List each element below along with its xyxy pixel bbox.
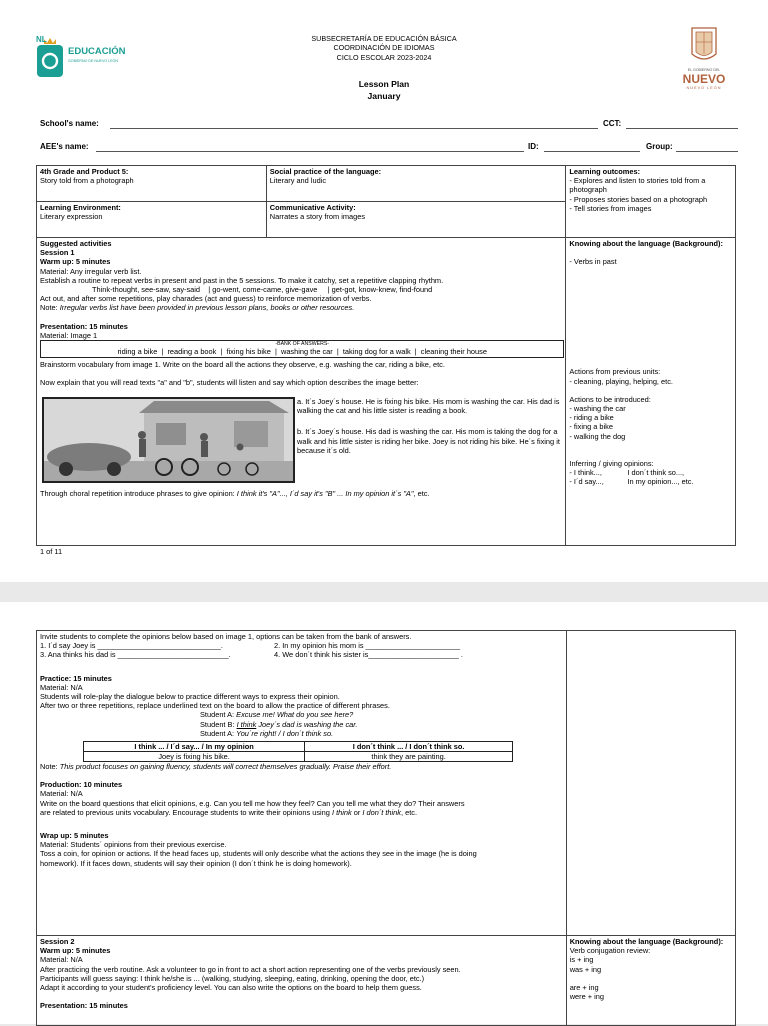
fluency-note-text: This product focuses on gaining fluency, students will correct themselves gradually. Praise their effort. (59, 762, 392, 772)
session-1-heading: Session 1 (40, 248, 75, 258)
learning-outcomes-cell (566, 166, 736, 238)
action-item-2: - riding a bike (569, 413, 614, 423)
dialogue-text-a1: Excuse me! What do you see here? (236, 710, 354, 720)
production-material: Material: N/A (40, 789, 83, 799)
empty-knowing-cell (566, 631, 735, 936)
wrapup-heading: Wrap up: 5 minutes (40, 831, 109, 841)
verbs-in-past: - Verbs in past (569, 257, 617, 267)
opinions-row-2 (569, 477, 732, 486)
opinion-i-dont-think: I don´t think so..., (627, 468, 685, 478)
dialogue-underlined: I think (236, 719, 257, 729)
nuevo-leon-logo (676, 24, 732, 92)
wrapup-line-1: Toss a coin, for opinion or actions. If the head faces up, students will only describe what the actions they see in the image (he is doing (40, 849, 477, 859)
opinion-i-think: - I think..., (569, 468, 602, 478)
grade-cell (37, 166, 267, 202)
conjugation-was-ing: was + ing (569, 964, 602, 974)
production-i-dont-think: I don´t think (362, 807, 401, 817)
image-1 (42, 397, 295, 483)
opinion-table-cell-2: think they are painting. (305, 752, 513, 762)
page-number: 1 of 11 (40, 547, 63, 556)
action-item-3: - fixing a bike (569, 422, 613, 432)
session-2-knowing-cell (566, 936, 735, 1026)
lesson-plan-title: Lesson Plan (358, 79, 410, 89)
outcome-3: - Tell stories from images (569, 203, 652, 213)
session-2-presentation-heading: Presentation: 15 minutes (40, 1001, 128, 1011)
bank-items: riding a bike | reading a book | fixing his bike | washing the car | taking dog for a walk | cleaning their house (117, 347, 487, 357)
questions-row-1 (40, 641, 563, 650)
brainstorm-line: Brainstorm vocabulary from image 1. Write on the board all the actions they observe, e.g. washing the car, riding a bike, etc. (40, 359, 445, 369)
practice-line-2: After two or three repetitions, replace underlined text on the board to allow the practice of different phrases. (40, 701, 390, 711)
production-line-2a: are related to previous units vocabulary. Encourage students to write their opinions using (40, 807, 332, 817)
question-2: 2. In my opinion his mom is _______________________ (274, 641, 461, 651)
dialogue-line-b (200, 720, 563, 729)
conjugation-are-ing: are + ing (569, 982, 599, 992)
warmup-note (40, 303, 562, 312)
social-practice-label: Social practice of the language: (269, 167, 382, 176)
suggested-activities-cell (37, 238, 566, 546)
practice-heading: Practice: 15 minutes (40, 673, 112, 683)
header-line-1: SUBSECRETARÍA DE EDUCACIÓN BÁSICA (311, 34, 457, 43)
warmup-heading: Warm up: 5 minutes (40, 257, 111, 267)
grade-label: 4th Grade and Product 5: (40, 167, 129, 176)
group-label: Group: (646, 142, 673, 151)
conjugation-were-ing: were + ing (569, 992, 604, 1002)
invite-line: Invite students to complete the opinions below based on image 1, options can be taken from the bank of answers. (40, 632, 412, 641)
outcome-1: - Explores and listen to stories told from a photograph (569, 176, 706, 195)
wrapup-material: Material: Students´ opinions from their previous exercise. (40, 840, 227, 850)
learning-environment-value: Literary expression (40, 212, 103, 222)
session-2-warmup-heading: Warm up: 5 minutes (40, 946, 111, 956)
fluency-note (40, 762, 563, 771)
warmup-line-2: Act out, and after some repetitions, play charades (act and guess) to reinforce memorization of verbs. (40, 294, 372, 304)
dialogue-speaker-b: Student B: (200, 719, 237, 729)
production-i-think: I think (331, 807, 352, 817)
learning-environment-cell (37, 202, 267, 238)
id-label: ID: (528, 142, 539, 151)
logo-nl: NL (36, 35, 47, 44)
warmup-note-text: Irregular verbs list have been provided in previous lesson plans, books or other resources. (59, 303, 355, 313)
school-name-line[interactable] (110, 128, 598, 129)
fluency-note-prefix: Note: (40, 762, 60, 772)
choral-suffix: , etc. (413, 488, 430, 498)
question-4: 4. We don´t think his sister is______________________ . (274, 650, 463, 660)
opinion-table-cell-1: Joey is fixing his bike. (84, 752, 305, 762)
session-2-heading: Session 2 (40, 937, 75, 946)
explain-line: Now explain that you will read texts "a" and "b", students will listen and say which option describes the image better: (40, 377, 419, 387)
questions-row-2 (40, 650, 563, 659)
production-line-2 (40, 808, 563, 817)
warmup-verb-list: Think-thought, see-saw, say-said | go-went, come-came, give-gave | get-got, know-knew, find-found (92, 285, 433, 295)
lesson-info-table (36, 165, 736, 546)
presentation-heading: Presentation: 15 minutes (40, 321, 128, 331)
aee-name-line[interactable] (96, 151, 524, 152)
presentation-material: Material: Image 1 (40, 330, 98, 340)
dialogue-text-a2: You´re right! / I don´t think so. (236, 728, 334, 738)
opinions-row-1 (569, 468, 732, 477)
choral-prefix: Through choral repetition introduce phrases to give opinion: (40, 488, 237, 498)
social-practice-cell (266, 166, 566, 202)
opinion-in-my-opinion: In my opinion..., etc. (627, 477, 694, 487)
option-texts (297, 397, 563, 455)
wrapup-line-2: homework). If it faces down, students will say their opinion (I don´t think he is doing homework). (40, 858, 352, 868)
opinion-id-say: - I´d say..., (569, 477, 604, 487)
aee-name-label: AEE's name: (40, 142, 89, 151)
dialogue-text-b: Joey´s dad is washing the car. (256, 719, 358, 729)
dialogue-speaker-a1: Student A: (200, 710, 237, 720)
question-1: 1. I´d say Joey is ______________________________. (40, 641, 223, 651)
conjugation-review-title: Verb conjugation review: (569, 946, 651, 956)
education-logo (34, 35, 144, 85)
session-2-line-2: Participants will guess saying: I think he/she is ... (walking, studying, sleeping, eating, drinking, opening the door, etc.) (40, 973, 425, 983)
logo-educacion: EDUCACIÓN (68, 46, 126, 57)
dialogue-speaker-a2: Student A: (200, 728, 237, 738)
session-2-line-1: After practicing the verb routine. Ask a volunteer to go in front to act a short action representing one of the verbs previously seen. (40, 964, 461, 974)
header-org-lines (200, 34, 568, 62)
previous-units-title: Actions from previous units: (569, 367, 661, 377)
practice-material: Material: N/A (40, 682, 83, 692)
gov-sub-text: NUEVO LEÓN (686, 86, 722, 90)
group-line[interactable] (676, 151, 738, 152)
knowing-language-cell (566, 238, 736, 546)
lesson-plan-month: January (367, 91, 401, 101)
suggested-activities-heading: Suggested activities (40, 239, 112, 248)
warmup-material: Material: Any irregular verb list. (40, 266, 142, 276)
gov-small-text: EL GOBIERNO DEL (687, 68, 721, 72)
header-line-3: CICLO ESCOLAR 2023-2024 (336, 52, 432, 62)
activities-table-continued (36, 630, 736, 1026)
grade-value: Story told from a photograph (40, 176, 134, 186)
production-heading: Production: 10 minutes (40, 780, 123, 790)
action-item-1: - washing the car (569, 404, 626, 414)
page-2 (0, 602, 768, 1024)
opinions-title: Inferring / giving opinions: (569, 458, 654, 468)
dialogue (40, 710, 563, 738)
cct-label: CCT: (603, 119, 622, 128)
action-item-4: - walking the dog (569, 431, 626, 441)
logo-tagline: GOBIERNO DE NUEVO LEÓN (68, 59, 118, 63)
bank-of-answers (40, 340, 564, 358)
communicative-activity-cell (266, 202, 566, 238)
school-name-label: School's name: (40, 119, 99, 128)
production-etc: , etc. (401, 807, 418, 817)
communicative-activity-label: Communicative Activity: (269, 203, 356, 212)
conjugation-is-ing: is + ing (569, 955, 594, 965)
practice-line-1: Students will role-play the dialogue below to practice different ways to express their opinion. (40, 692, 340, 702)
dialogue-line-a2 (200, 729, 563, 738)
production-line-1: Write on the board questions that elicit opinions, e.g. Can you tell me how they feel? Can you tell me what they do? Their answers (40, 798, 465, 808)
bank-title: -BANK OF ANSWERS- (275, 341, 330, 348)
learning-environment-label: Learning Environment: (40, 203, 121, 212)
knowing-language-heading: Knowing about the language (Background): (569, 239, 723, 248)
header-line-2: COORDINACIÓN DE IDIOMAS (333, 43, 435, 53)
session-2-knowing-heading: Knowing about the language (Background): (569, 937, 724, 946)
dialogue-line-a1 (200, 710, 563, 719)
production-or: or (351, 807, 363, 817)
lesson-title-block (284, 78, 484, 102)
choral-phrases: I think it's "A"..., I´d say it's "B" ... In my opinion it´s "A" (236, 488, 414, 498)
text-option-b: b. It´s Joey´s house. His dad is washing the car. His mom is taking the dog for a walk and his little sister is riding her bike. Joey is not riding his bike. He´s fixing it because it´s old. (297, 427, 560, 455)
gov-big-text: NUEVO (682, 72, 726, 86)
social-practice-value: Literary and ludic (269, 176, 327, 186)
learning-outcomes-label: Learning outcomes: (569, 167, 641, 176)
opinion-table-header-2: I don´t think ... / I don´t think so. (305, 742, 513, 752)
session-2-cell (37, 936, 567, 1026)
question-3: 3. Ana thinks his dad is ___________________________. (40, 650, 231, 660)
activities-continued-cell (37, 631, 567, 936)
actions-intro-title: Actions to be introduced: (569, 394, 651, 404)
warmup-note-prefix: Note: (40, 303, 60, 313)
session-2-material: Material: N/A (40, 955, 83, 965)
opinion-phrases-table (83, 741, 513, 762)
opinion-table-header-1: I think ... / I´d say... / In my opinion (84, 742, 305, 752)
choral-line (40, 489, 562, 498)
session-2-line-3: Adapt it according to your student's proficiency level. You can also write the options on the board to help them guess. (40, 983, 422, 993)
warmup-line-1: Establish a routine to repeat verbs in present and past in the 5 sessions. To make it catchy, set a repetitive clapping rhythm. (40, 275, 444, 285)
outcome-2: - Proposes stories based on a photograph (569, 194, 708, 204)
image-and-texts (40, 387, 562, 489)
id-line[interactable] (544, 151, 640, 152)
cct-line[interactable] (626, 128, 738, 129)
previous-units-items: - cleaning, playing, helping, etc. (569, 376, 673, 386)
text-option-a: a. It´s Joey´s house. He is fixing his bike. His mom is washing the car. His dad is walking the cat and his little sister is reading a book. (297, 396, 560, 416)
communicative-activity-value: Narrates a story from images (269, 212, 366, 222)
